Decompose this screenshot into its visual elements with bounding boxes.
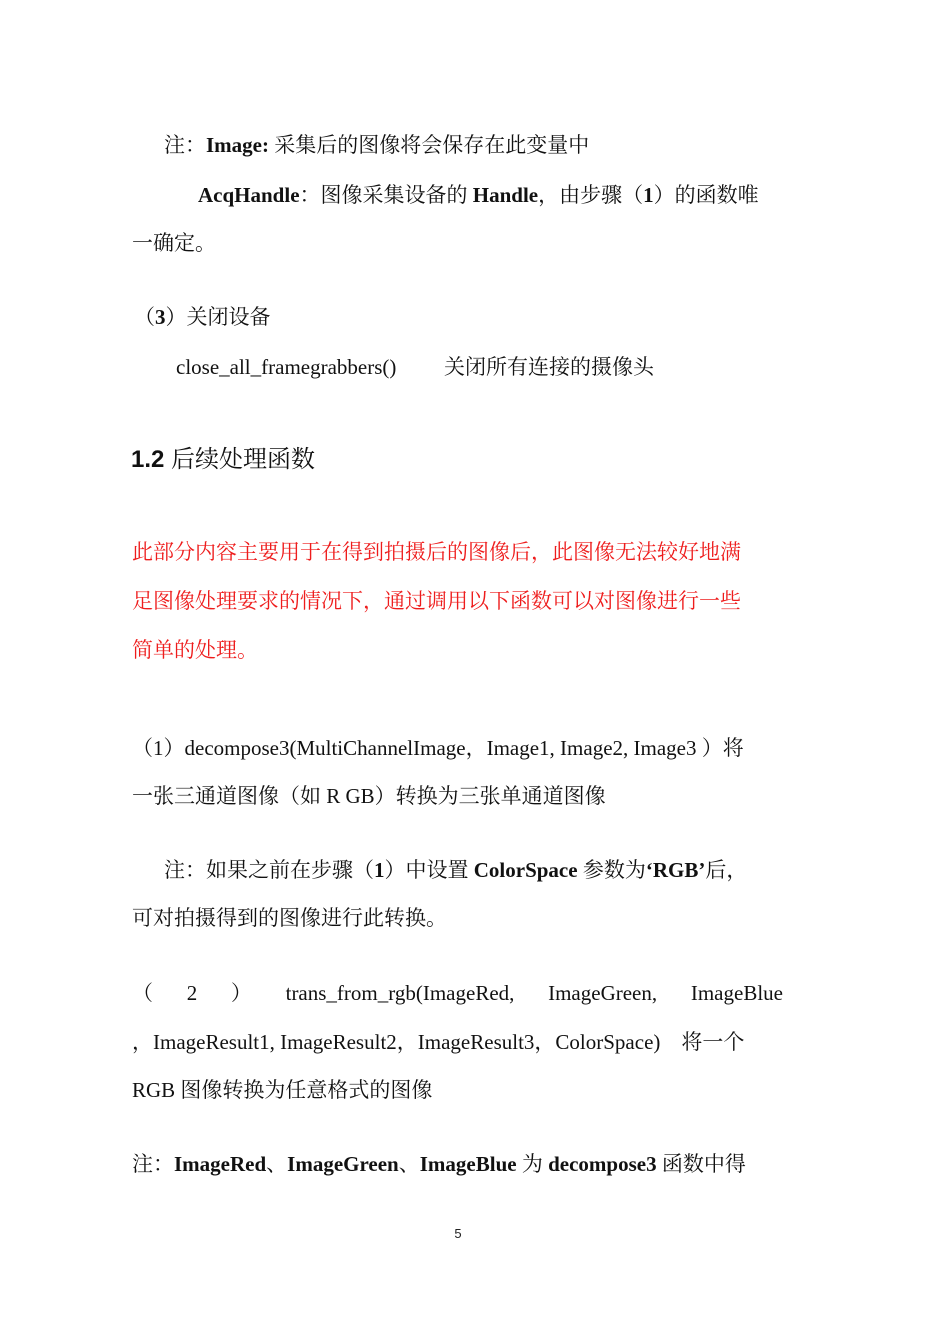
note2-mid: ）中设置 xyxy=(384,858,474,882)
note2-line-2: 可对拍摄得到的图像进行此转换。 xyxy=(132,906,447,930)
func2-name: trans_from_rgb(ImageRed, xyxy=(285,981,515,1005)
section-title: 后续处理函数 xyxy=(171,445,316,473)
handle-keyword: Handle xyxy=(472,183,539,207)
decompose3-keyword: decompose3 xyxy=(548,1152,657,1176)
func2-number: 2 xyxy=(186,981,198,1005)
imagered-keyword: ImageRed xyxy=(174,1152,267,1176)
step3-title: ）关闭设备 xyxy=(165,305,271,329)
note3-tail: 函数中得 xyxy=(656,1152,746,1176)
image-keyword: Image: xyxy=(206,133,269,157)
note3-line xyxy=(132,1150,746,1178)
acqhandle-text: ：图像采集设备的 xyxy=(299,183,473,207)
rgb-value: ‘RGB’ xyxy=(645,858,706,882)
section-number: 1.2 xyxy=(131,446,172,473)
colorspace-keyword: ColorSpace xyxy=(473,858,578,882)
note2-prefix: 注：如果之前在步骤（ xyxy=(164,858,374,882)
acqhandle-text-mid: ，由步骤（ xyxy=(538,183,644,207)
imageblue-keyword: ImageBlue xyxy=(419,1152,517,1176)
note2-tail: 后， xyxy=(705,858,748,882)
note-line-acqhandle xyxy=(198,181,759,209)
note2-line-1 xyxy=(164,856,747,884)
func2-line-2: ，ImageResult1, ImageResult2，ImageResult3，ColorSpace) 将一个 xyxy=(132,1030,745,1054)
acqhandle-keyword: AcqHandle xyxy=(198,183,300,207)
imagegreen-keyword: ImageGreen xyxy=(287,1152,399,1176)
func2-param-blue: ImageBlue xyxy=(690,981,783,1005)
step3-function: close_all_framegrabbers() xyxy=(176,355,397,379)
note3-sep-2: 、 xyxy=(398,1152,420,1176)
note-line-acqhandle-wrap: 一确定。 xyxy=(132,231,216,255)
func2-param-green: ImageGreen, xyxy=(548,981,658,1005)
intro-line-3: 简单的处理。 xyxy=(132,638,258,662)
note3-mid: 为 xyxy=(516,1152,549,1176)
image-description: 采集后的图像将会保存在此变量中 xyxy=(268,133,590,157)
func2-line-3: RGB 图像转换为任意格式的图像 xyxy=(132,1078,433,1102)
func2-close-paren: ） xyxy=(230,981,252,1005)
note-prefix: 注： xyxy=(164,133,206,157)
func1-line-2: 一张三通道图像（如 R GB）转换为三张单通道图像 xyxy=(132,784,606,808)
note2-step-number: 1 xyxy=(374,858,385,882)
intro-line-2: 足图像处理要求的情况下，通过调用以下函数可以对图像进行一些 xyxy=(132,589,741,613)
note2-mid2: 参数为 xyxy=(577,858,646,882)
intro-line-1: 此部分内容主要用于在得到拍摄后的图像后，此图像无法较好地满 xyxy=(132,540,741,564)
acqhandle-text-tail: ）的函数唯 xyxy=(653,183,759,207)
step3-number: 3 xyxy=(155,305,166,329)
step3-description: 关闭所有连接的摄像头 xyxy=(444,355,654,379)
step-number: 1 xyxy=(643,183,654,207)
step3-open: （ xyxy=(134,305,155,329)
func2-open-paren: （ xyxy=(132,981,153,1005)
note-line-image xyxy=(164,131,589,159)
section-heading xyxy=(131,444,315,475)
note3-sep-1: 、 xyxy=(266,1152,288,1176)
page-number: 5 xyxy=(454,1226,462,1241)
note3-prefix: 注： xyxy=(132,1152,174,1176)
step3-heading xyxy=(134,303,271,331)
func2-line-1 xyxy=(132,979,783,1007)
func1-line-1: （1）decompose3(MultiChannelImage，Image1, Image2, Image3 ）将 xyxy=(132,736,744,760)
